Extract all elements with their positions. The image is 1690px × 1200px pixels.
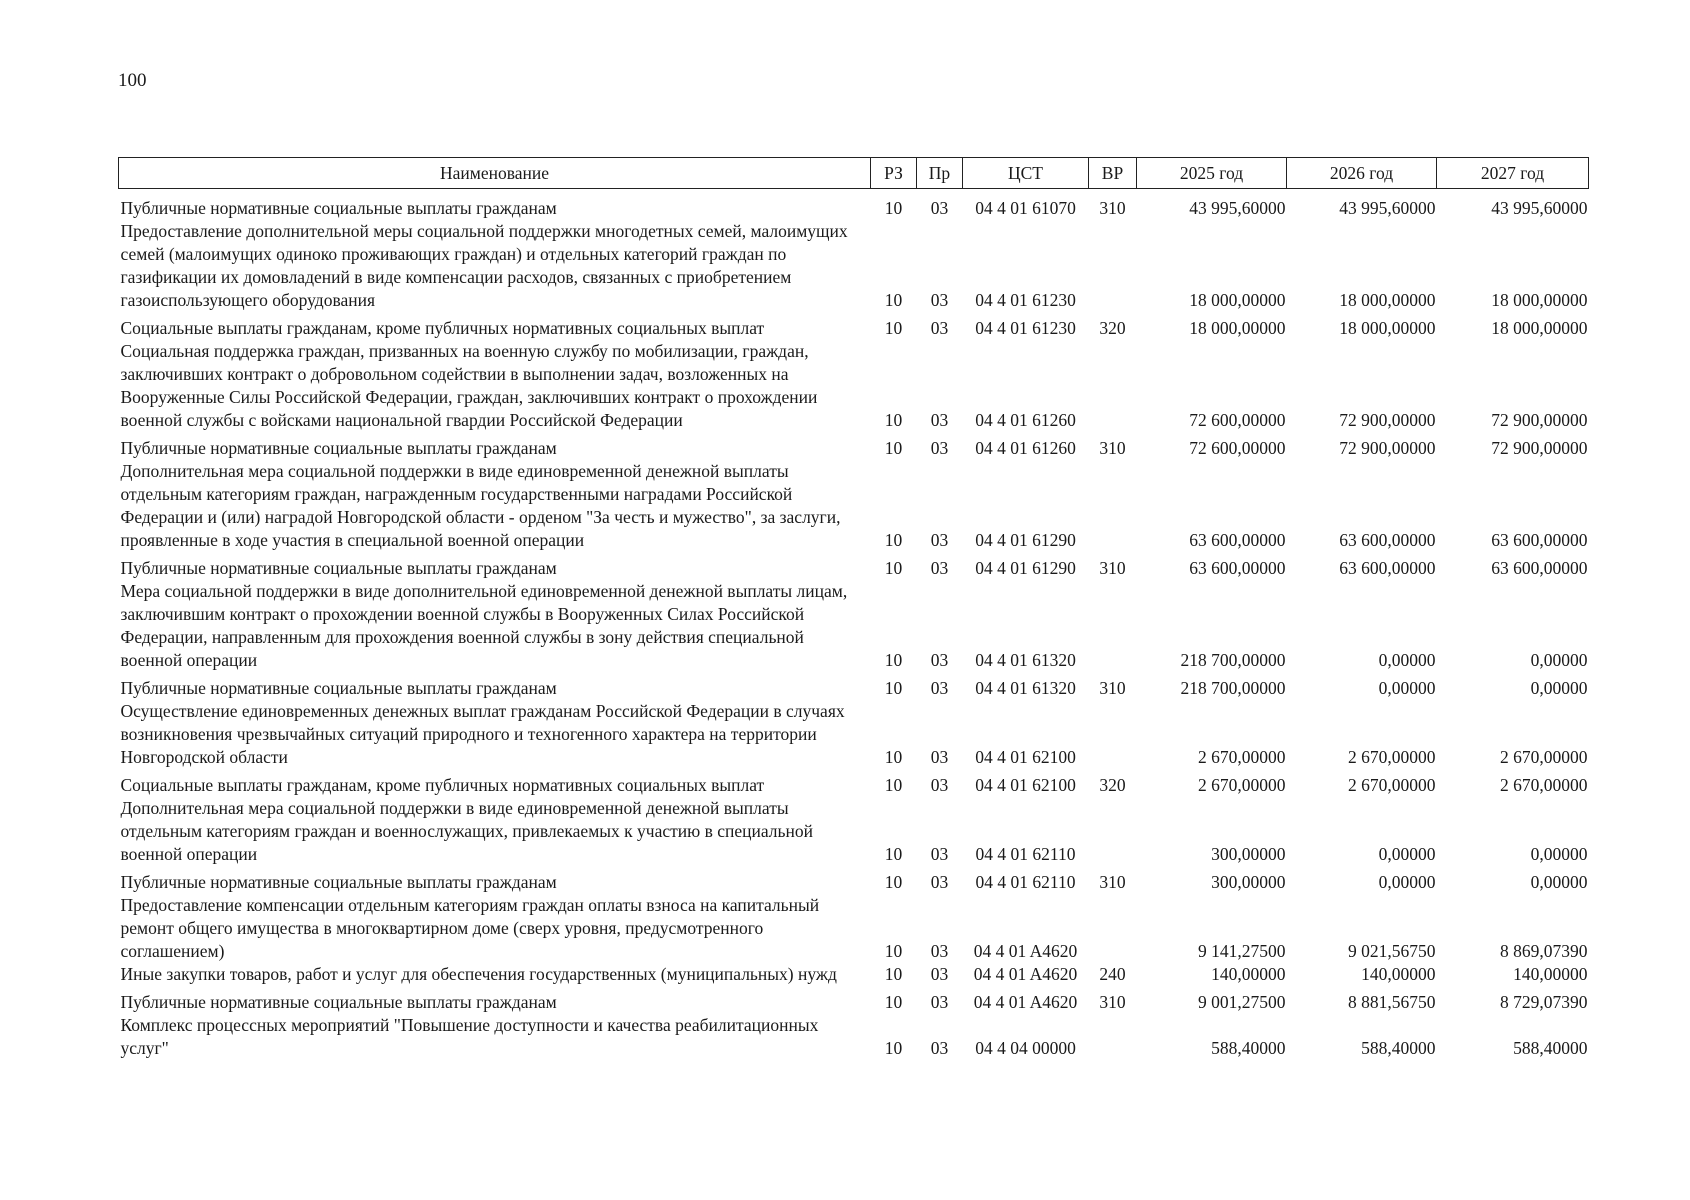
row-rz: 10 bbox=[884, 964, 903, 984]
row-2025: 300,00000 bbox=[1211, 844, 1286, 864]
row-rz: 10 bbox=[884, 650, 903, 670]
row-vr bbox=[1089, 460, 1137, 552]
table-row bbox=[119, 312, 1589, 340]
row-pr: 03 bbox=[930, 775, 949, 795]
table-body bbox=[119, 189, 1589, 1061]
row-pr: 03 bbox=[930, 964, 949, 984]
row-2026: 9 021,56750 bbox=[1348, 941, 1436, 961]
row-2027: 588,40000 bbox=[1513, 1038, 1588, 1058]
row-2026: 2 670,00000 bbox=[1348, 775, 1436, 795]
table-row bbox=[119, 700, 1589, 769]
table-row bbox=[119, 220, 1589, 312]
table-row bbox=[119, 986, 1589, 1014]
row-rz: 10 bbox=[884, 844, 903, 864]
row-2027: 63 600,00000 bbox=[1491, 530, 1588, 550]
row-name: Публичные нормативные социальные выплаты гражданам bbox=[120, 198, 557, 218]
row-rz: 10 bbox=[884, 290, 903, 310]
row-2025: 63 600,00000 bbox=[1189, 530, 1286, 550]
table-row bbox=[119, 894, 1589, 963]
row-pr: 03 bbox=[930, 1038, 949, 1058]
row-vr bbox=[1089, 700, 1137, 769]
row-rz: 10 bbox=[884, 438, 903, 458]
row-2025: 300,00000 bbox=[1211, 872, 1286, 892]
row-pr: 03 bbox=[930, 941, 949, 961]
row-pr: 03 bbox=[930, 198, 949, 218]
budget-table bbox=[118, 157, 1589, 1060]
row-vr: 310 bbox=[1099, 678, 1126, 698]
row-vr bbox=[1089, 797, 1137, 866]
row-2026: 0,00000 bbox=[1378, 844, 1436, 864]
row-name: Публичные нормативные социальные выплаты гражданам bbox=[120, 872, 557, 892]
row-vr bbox=[1089, 580, 1137, 672]
row-2025: 2 670,00000 bbox=[1198, 747, 1286, 767]
table-row bbox=[119, 1014, 1589, 1060]
row-cst: 04 4 01 62100 bbox=[975, 747, 1076, 767]
row-cst: 04 4 01 61230 bbox=[975, 290, 1076, 310]
row-name: Комплекс процессных мероприятий "Повышение доступности и качества реабилитационных услуг" bbox=[120, 1015, 819, 1058]
row-vr: 310 bbox=[1099, 992, 1126, 1012]
row-pr: 03 bbox=[930, 290, 949, 310]
row-2027: 43 995,60000 bbox=[1491, 198, 1588, 218]
row-cst: 04 4 01 61320 bbox=[975, 650, 1076, 670]
row-2026: 8 881,56750 bbox=[1348, 992, 1436, 1012]
row-rz: 10 bbox=[884, 992, 903, 1012]
row-rz: 10 bbox=[884, 198, 903, 218]
row-rz: 10 bbox=[884, 1038, 903, 1058]
row-cst: 04 4 04 00000 bbox=[975, 1038, 1076, 1058]
row-2027: 0,00000 bbox=[1530, 650, 1588, 670]
row-pr: 03 bbox=[930, 678, 949, 698]
row-name: Предоставление компенсации отдельным категориям граждан оплаты взноса на капитальный ремонт общего имущества в многоквартирном доме (сверх уровня, предусмотренного соглашением) bbox=[120, 895, 820, 961]
row-vr: 320 bbox=[1099, 775, 1126, 795]
row-2026: 0,00000 bbox=[1378, 678, 1436, 698]
row-2026: 63 600,00000 bbox=[1339, 530, 1436, 550]
table-row bbox=[119, 340, 1589, 432]
row-2027: 0,00000 bbox=[1530, 844, 1588, 864]
row-name: Публичные нормативные социальные выплаты гражданам bbox=[120, 558, 557, 578]
row-cst: 04 4 01 61230 bbox=[975, 318, 1076, 338]
row-pr: 03 bbox=[930, 558, 949, 578]
row-name: Дополнительная мера социальной поддержки в виде единовременной денежной выплаты отдельным категориям граждан, награжденным государственными наградами Российской Федерации и (или) наградой Новгородской области - орденом "За честь и мужество", за заслуги, проявленные в ходе участия в специальной военной операции bbox=[120, 461, 841, 550]
row-2027: 18 000,00000 bbox=[1491, 318, 1588, 338]
table-row bbox=[119, 432, 1589, 460]
row-2027: 0,00000 bbox=[1530, 678, 1588, 698]
row-2026: 18 000,00000 bbox=[1339, 318, 1436, 338]
row-name: Предоставление дополнительной меры социальной поддержки многодетных семей, малоимущих семей (малоимущих одиноко проживающих граждан) и отдельных категорий граждан по газификации их домовладений в виде компенсации расходов, связанных с приобретением газоиспользующего оборудования bbox=[120, 221, 848, 310]
header-rz: РЗ bbox=[871, 158, 917, 189]
row-cst: 04 4 01 62110 bbox=[975, 844, 1076, 864]
row-rz: 10 bbox=[884, 872, 903, 892]
row-2026: 18 000,00000 bbox=[1339, 290, 1436, 310]
row-pr: 03 bbox=[930, 410, 949, 430]
table-row bbox=[119, 552, 1589, 580]
row-pr: 03 bbox=[930, 992, 949, 1012]
row-2025: 63 600,00000 bbox=[1189, 558, 1286, 578]
row-name: Социальная поддержка граждан, призванных на военную службу по мобилизации, граждан, заключивших контракт о добровольном содействии в выполнении задач, возложенных на Вооруженные Силы Российской Федерации, граждан, заключивших контракт о прохождении военной службы с войсками национальной гвардии Российской Федерации bbox=[120, 341, 818, 430]
row-vr: 310 bbox=[1099, 558, 1126, 578]
row-cst: 04 4 01 61290 bbox=[975, 558, 1076, 578]
row-2027: 0,00000 bbox=[1530, 872, 1588, 892]
row-name: Публичные нормативные социальные выплаты гражданам bbox=[120, 678, 557, 698]
row-pr: 03 bbox=[930, 438, 949, 458]
row-vr: 310 bbox=[1099, 872, 1126, 892]
row-2025: 43 995,60000 bbox=[1189, 198, 1286, 218]
row-2026: 63 600,00000 bbox=[1339, 558, 1436, 578]
row-2026: 72 900,00000 bbox=[1339, 438, 1436, 458]
row-cst: 04 4 01 62100 bbox=[975, 775, 1076, 795]
table-header bbox=[119, 158, 1589, 189]
row-2026: 43 995,60000 bbox=[1339, 198, 1436, 218]
header-vr: ВР bbox=[1089, 158, 1137, 189]
row-vr bbox=[1089, 894, 1137, 963]
table-row bbox=[119, 866, 1589, 894]
row-2025: 588,40000 bbox=[1211, 1038, 1286, 1058]
row-name: Публичные нормативные социальные выплаты гражданам bbox=[120, 438, 557, 458]
row-cst: 04 4 01 62110 bbox=[975, 872, 1076, 892]
table-row bbox=[119, 189, 1589, 221]
row-cst: 04 4 01 A4620 bbox=[973, 992, 1078, 1012]
row-rz: 10 bbox=[884, 558, 903, 578]
row-2025: 18 000,00000 bbox=[1189, 318, 1286, 338]
row-name: Социальные выплаты гражданам, кроме публичных нормативных социальных выплат bbox=[120, 775, 765, 795]
row-vr: 320 bbox=[1099, 318, 1126, 338]
row-2026: 0,00000 bbox=[1378, 872, 1436, 892]
row-cst: 04 4 01 61260 bbox=[975, 410, 1076, 430]
row-2027: 72 900,00000 bbox=[1491, 410, 1588, 430]
row-name: Иные закупки товаров, работ и услуг для обеспечения государственных (муниципальных) нужд bbox=[120, 964, 837, 984]
row-2025: 218 700,00000 bbox=[1180, 678, 1286, 698]
row-rz: 10 bbox=[884, 775, 903, 795]
table-row bbox=[119, 460, 1589, 552]
row-2027: 2 670,00000 bbox=[1500, 775, 1588, 795]
row-2027: 140,00000 bbox=[1513, 964, 1588, 984]
row-2027: 8 869,07390 bbox=[1500, 941, 1588, 961]
row-name: Мера социальной поддержки в виде дополнительной единовременной денежной выплаты лицам, заключившим контракт о прохождении военной службы в Вооруженных Силах Российской Федерации, направленным для прохождения военной службы в зону действия специальной военной операции bbox=[120, 581, 848, 670]
table-row bbox=[119, 797, 1589, 866]
row-2026: 2 670,00000 bbox=[1348, 747, 1436, 767]
row-pr: 03 bbox=[930, 747, 949, 767]
row-2025: 18 000,00000 bbox=[1189, 290, 1286, 310]
row-cst: 04 4 01 61320 bbox=[975, 678, 1076, 698]
row-2025: 9 141,27500 bbox=[1198, 941, 1286, 961]
row-pr: 03 bbox=[930, 530, 949, 550]
row-name: Осуществление единовременных денежных выплат гражданам Российской Федерации в случаях возникновения чрезвычайных ситуаций природного и техногенного характера на территории Новгородской области bbox=[120, 701, 845, 767]
row-pr: 03 bbox=[930, 844, 949, 864]
row-2027: 2 670,00000 bbox=[1500, 747, 1588, 767]
row-rz: 10 bbox=[884, 747, 903, 767]
row-2025: 72 600,00000 bbox=[1189, 410, 1286, 430]
row-2027: 18 000,00000 bbox=[1491, 290, 1588, 310]
row-vr: 240 bbox=[1099, 964, 1126, 984]
row-vr bbox=[1089, 340, 1137, 432]
header-2026: 2026 год bbox=[1287, 158, 1437, 189]
row-2025: 218 700,00000 bbox=[1180, 650, 1286, 670]
row-rz: 10 bbox=[884, 678, 903, 698]
row-2026: 0,00000 bbox=[1378, 650, 1436, 670]
header-cst: ЦСТ bbox=[963, 158, 1089, 189]
row-rz: 10 bbox=[884, 410, 903, 430]
row-cst: 04 4 01 61260 bbox=[975, 438, 1076, 458]
row-rz: 10 bbox=[884, 941, 903, 961]
row-name: Социальные выплаты гражданам, кроме публичных нормативных социальных выплат bbox=[120, 318, 765, 338]
row-2027: 8 729,07390 bbox=[1500, 992, 1588, 1012]
row-cst: 04 4 01 61290 bbox=[975, 530, 1076, 550]
row-pr: 03 bbox=[930, 872, 949, 892]
table-row bbox=[119, 769, 1589, 797]
row-vr: 310 bbox=[1099, 198, 1126, 218]
row-vr bbox=[1089, 220, 1137, 312]
row-vr bbox=[1089, 1014, 1137, 1060]
row-2026: 588,40000 bbox=[1361, 1038, 1436, 1058]
page-number: 100 bbox=[118, 70, 147, 91]
row-pr: 03 bbox=[930, 650, 949, 670]
row-name: Дополнительная мера социальной поддержки в виде единовременной денежной выплаты отдельным категориям граждан и военнослужащих, привлекаемых к участию в специальной военной операции bbox=[120, 798, 813, 864]
row-2025: 140,00000 bbox=[1211, 964, 1286, 984]
table-row bbox=[119, 963, 1589, 986]
row-2026: 140,00000 bbox=[1361, 964, 1436, 984]
header-2027: 2027 год bbox=[1437, 158, 1589, 189]
row-2027: 63 600,00000 bbox=[1491, 558, 1588, 578]
header-2025: 2025 год bbox=[1137, 158, 1287, 189]
row-2026: 72 900,00000 bbox=[1339, 410, 1436, 430]
row-2025: 2 670,00000 bbox=[1198, 775, 1286, 795]
row-pr: 03 bbox=[930, 318, 949, 338]
row-2025: 72 600,00000 bbox=[1189, 438, 1286, 458]
header-name: Наименование bbox=[119, 158, 871, 189]
header-pr: Пр bbox=[917, 158, 963, 189]
row-vr: 310 bbox=[1099, 438, 1126, 458]
row-2025: 9 001,27500 bbox=[1198, 992, 1286, 1012]
row-rz: 10 bbox=[884, 318, 903, 338]
row-cst: 04 4 01 61070 bbox=[975, 198, 1076, 218]
table-row bbox=[119, 580, 1589, 672]
table-row bbox=[119, 672, 1589, 700]
row-cst: 04 4 01 A4620 bbox=[973, 941, 1078, 961]
row-rz: 10 bbox=[884, 530, 903, 550]
row-name: Публичные нормативные социальные выплаты гражданам bbox=[120, 992, 557, 1012]
row-2027: 72 900,00000 bbox=[1491, 438, 1588, 458]
row-cst: 04 4 01 A4620 bbox=[973, 964, 1078, 984]
